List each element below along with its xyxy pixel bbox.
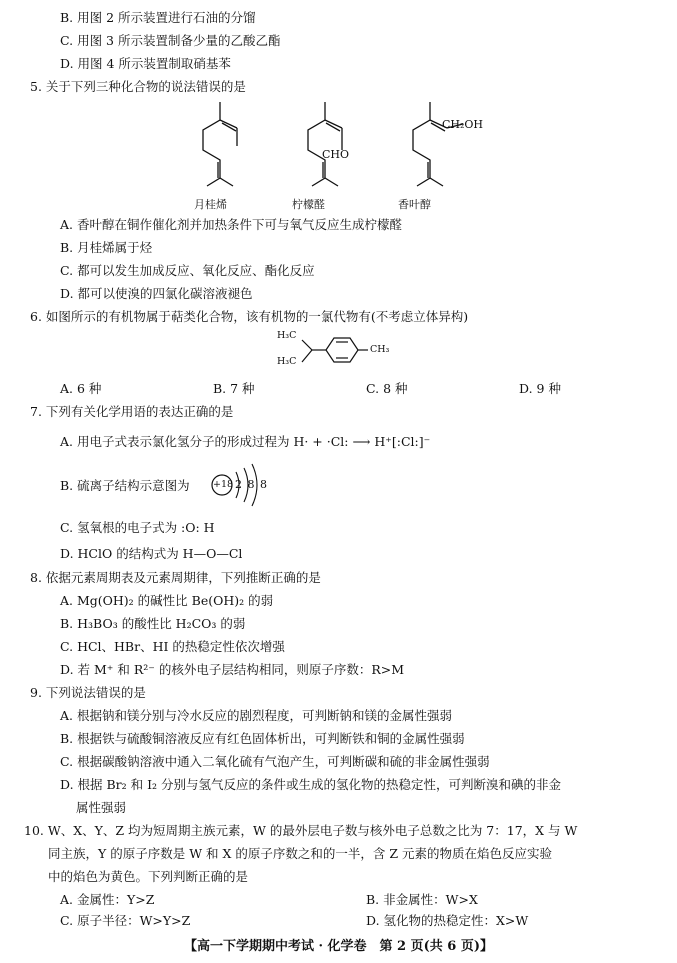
q10-option-c: C. 原子半径：W>Y>Z	[60, 913, 191, 928]
q5-option-c: C. 都可以发生加成反应、氧化反应、酯化反应	[60, 263, 315, 278]
q10-stem-line2: 同主族，Y 的原子序数是 W 和 X 的原子序数之和的一半，含 Z 元素的物质在焰色反应实验	[48, 846, 552, 861]
q7-option-b: B. 硫离子结构示意图为	[60, 478, 190, 493]
q6-option-c: C. 8 种	[366, 381, 408, 396]
mol1-label: 月桂烯	[194, 198, 227, 211]
q5-molecules	[185, 98, 515, 198]
q6-ch3: CH₃	[370, 344, 390, 355]
q6-h3c-bottom: H₃C	[277, 356, 297, 367]
q8-option-d: D. 若 M⁺ 和 R²⁻ 的核外电子层结构相同，则原子序数：R>M	[60, 662, 405, 677]
q8-option-b: B. H₃BO₃ 的酸性比 H₂CO₃ 的弱	[60, 616, 246, 631]
q9-option-d-line1: D. 根据 Br₂ 和 I₂ 分别与氢气反应的条件或生成的氢化物的热稳定性，可判断溴和碘的非金	[60, 777, 562, 792]
q6-option-a: A. 6 种	[60, 381, 102, 396]
q10-option-b: B. 非金属性：W>X	[366, 892, 478, 907]
prev-option-b: B. 用图 2 所示装置进行石油的分馏	[60, 10, 256, 25]
sulfide-shells: 2 8 8	[235, 478, 268, 491]
page-footer: 【高一下学期期中考试 · 化学卷 第 2 页(共 6 页)】	[183, 939, 494, 954]
q7-stem: 7. 下列有关化学用语的表达正确的是	[30, 404, 234, 419]
q10-option-a: A. 金属性：Y>Z	[60, 892, 155, 907]
q5-option-d: D. 都可以使溴的四氯化碳溶液褪色	[60, 286, 253, 301]
q8-option-a: A. Mg(OH)₂ 的碱性比 Be(OH)₂ 的弱	[60, 593, 274, 608]
q7-option-d: D. HClO 的结构式为 H—O—Cl	[60, 546, 243, 561]
q9-option-b: B. 根据铁与硫酸铜溶液反应有红色固体析出，可判断铁和铜的金属性强弱	[60, 731, 465, 746]
q9-option-d-line2: 属性强弱	[76, 800, 127, 815]
q10-stem-line1: 10. W、X、Y、Z 均为短周期主族元素，W 的最外层电子数与核外电子总数之比为 7：17，X 与 W	[24, 823, 578, 838]
q10-stem-line3: 中的焰色为黄色。下列判断正确的是	[48, 869, 249, 884]
prev-option-d: D. 用图 4 所示装置制取硝基苯	[60, 56, 231, 71]
q6-stem: 6. 如图所示的有机物属于萜类化合物，该有机物的一氯代物有(不考虑立体异构)	[30, 309, 469, 324]
q6-option-d: D. 9 种	[519, 381, 561, 396]
q9-option-a: A. 根据钠和镁分别与冷水反应的剧烈程度，可判断钠和镁的金属性强弱	[60, 708, 452, 723]
q8-option-c: C. HCl、HBr、HI 的热稳定性依次增强	[60, 639, 285, 654]
mol3-label: 香叶醇	[398, 198, 431, 211]
q5-option-b: B. 月桂烯属于烃	[60, 240, 153, 255]
q7-option-c: C. 氢氧根的电子式为 :O: H	[60, 520, 215, 535]
q6-option-b: B. 7 种	[213, 381, 255, 396]
prev-option-c: C. 用图 3 所示装置制备少量的乙酸乙酯	[60, 33, 281, 48]
q8-stem: 8. 依据元素周期表及元素周期律，下列推断正确的是	[30, 570, 321, 585]
q7-option-a: A. 用电子式表示氯化氢分子的形成过程为 H· + ·Cl: ⟶ H⁺[:Cl:]⁻	[60, 434, 431, 449]
mol2-label: 柠檬醛	[292, 198, 325, 211]
q6-h3c-top: H₃C	[277, 330, 297, 341]
q5-option-a: A. 香叶醇在铜作催化剂并加热条件下可与氧气反应生成柠檬醛	[60, 217, 402, 232]
q9-stem: 9. 下列说法错误的是	[30, 685, 146, 700]
sulfide-nucleus: +18	[213, 479, 234, 490]
q5-stem: 5. 关于下列三种化合物的说法错误的是	[30, 79, 246, 94]
q9-option-c: C. 根据碳酸钠溶液中通入二氧化硫有气泡产生，可判断碳和硫的非金属性强弱	[60, 754, 490, 769]
q10-option-d: D. 氢化物的热稳定性：X>W	[366, 913, 529, 928]
mol2-group: CHO	[322, 148, 350, 161]
mol3-group: CH₂OH	[442, 118, 484, 131]
